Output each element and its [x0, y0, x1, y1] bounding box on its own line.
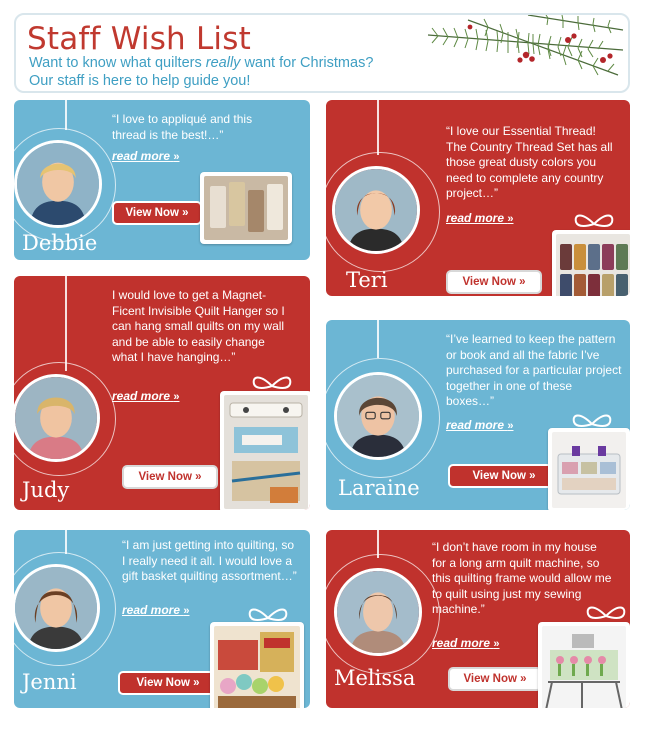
ribbon-bow-icon: [250, 372, 294, 392]
staff-name: Laraine: [338, 476, 420, 500]
staff-card-jenni: [14, 530, 310, 708]
read-more-link[interactable]: read more »: [112, 149, 180, 163]
avatar-jenni: [14, 564, 100, 652]
staff-card-judy: [14, 276, 310, 510]
view-now-button[interactable]: View Now »: [448, 667, 542, 691]
view-now-button[interactable]: View Now »: [448, 464, 560, 488]
ribbon-bow-icon: [246, 604, 290, 624]
pine-branch-decoration: [408, 15, 628, 93]
ornament-string: [377, 320, 379, 358]
avatar-melissa: [334, 568, 422, 656]
product-image-quilting-frame[interactable]: [538, 622, 630, 708]
product-image-thread-spools[interactable]: [200, 172, 292, 244]
staff-card-melissa: [326, 530, 630, 708]
staff-quote: “I love to appliqué and this thread is the best!…”: [112, 112, 253, 142]
staff-quote: I would love to get a Magnet-Ficent Invisible Quilt Hanger so I can hang small quilts on my wall and be able to easily change what I have hanging…”: [112, 288, 285, 364]
view-now-button[interactable]: View Now »: [122, 465, 218, 489]
ornament-string: [65, 276, 67, 371]
ornament-string: [377, 100, 379, 155]
page-header: [14, 13, 630, 93]
staff-name: Jenni: [22, 670, 77, 694]
staff-name: Teri: [346, 268, 388, 292]
page-subtitle-line2: Our staff is here to help guide you!: [29, 73, 251, 89]
view-now-button[interactable]: View Now »: [118, 671, 218, 695]
avatar-debbie: [14, 140, 102, 228]
view-now-button[interactable]: View Now »: [446, 270, 542, 294]
avatar-laraine: [334, 372, 422, 460]
avatar-teri: [332, 166, 420, 254]
staff-quote: “I am just getting into quilting, so I really need it all. I would love a gift basket quilting assortment…”: [122, 538, 297, 583]
avatar-judy: [14, 374, 100, 462]
staff-quote: “I love our Essential Thread! The Country Thread Set has all those great dusty colors you need to complete any country project…”: [446, 124, 613, 200]
product-image-quilt-hanger[interactable]: [220, 391, 310, 510]
staff-name: Debbie: [22, 231, 98, 255]
ribbon-bow-icon: [570, 410, 614, 430]
view-now-button[interactable]: View Now »: [112, 201, 202, 225]
product-image-country-thread-set[interactable]: [552, 230, 630, 296]
read-more-link[interactable]: read more »: [446, 211, 514, 225]
read-more-link[interactable]: read more »: [122, 603, 190, 617]
ornament-string: [65, 100, 67, 130]
ribbon-bow-icon: [584, 602, 628, 622]
ornament-string: [65, 530, 67, 554]
staff-quote: “I don’t have room in my house for a long arm quilt machine, so this quilting frame would allow me to quilt using just my sewing machine.”: [432, 540, 612, 616]
staff-card-teri: [326, 100, 630, 296]
staff-card-debbie: [14, 100, 310, 260]
staff-card-laraine: [326, 320, 630, 510]
product-image-project-box[interactable]: [548, 428, 630, 510]
page-title: Staff Wish List: [27, 21, 251, 57]
read-more-link[interactable]: read more »: [432, 636, 500, 650]
ribbon-bow-icon: [572, 210, 616, 230]
staff-name: Melissa: [334, 666, 416, 690]
read-more-link[interactable]: read more »: [446, 418, 514, 432]
read-more-link[interactable]: read more »: [112, 389, 180, 403]
page-subtitle-line1: Want to know what quilters really want for Christmas?: [29, 55, 374, 71]
product-image-gift-basket[interactable]: [210, 622, 304, 708]
staff-quote: “I’ve learned to keep the pattern or book and all the fabric I’ve purchased for a particular project together in one of these boxes…”: [446, 332, 622, 408]
staff-name: Judy: [22, 478, 70, 502]
